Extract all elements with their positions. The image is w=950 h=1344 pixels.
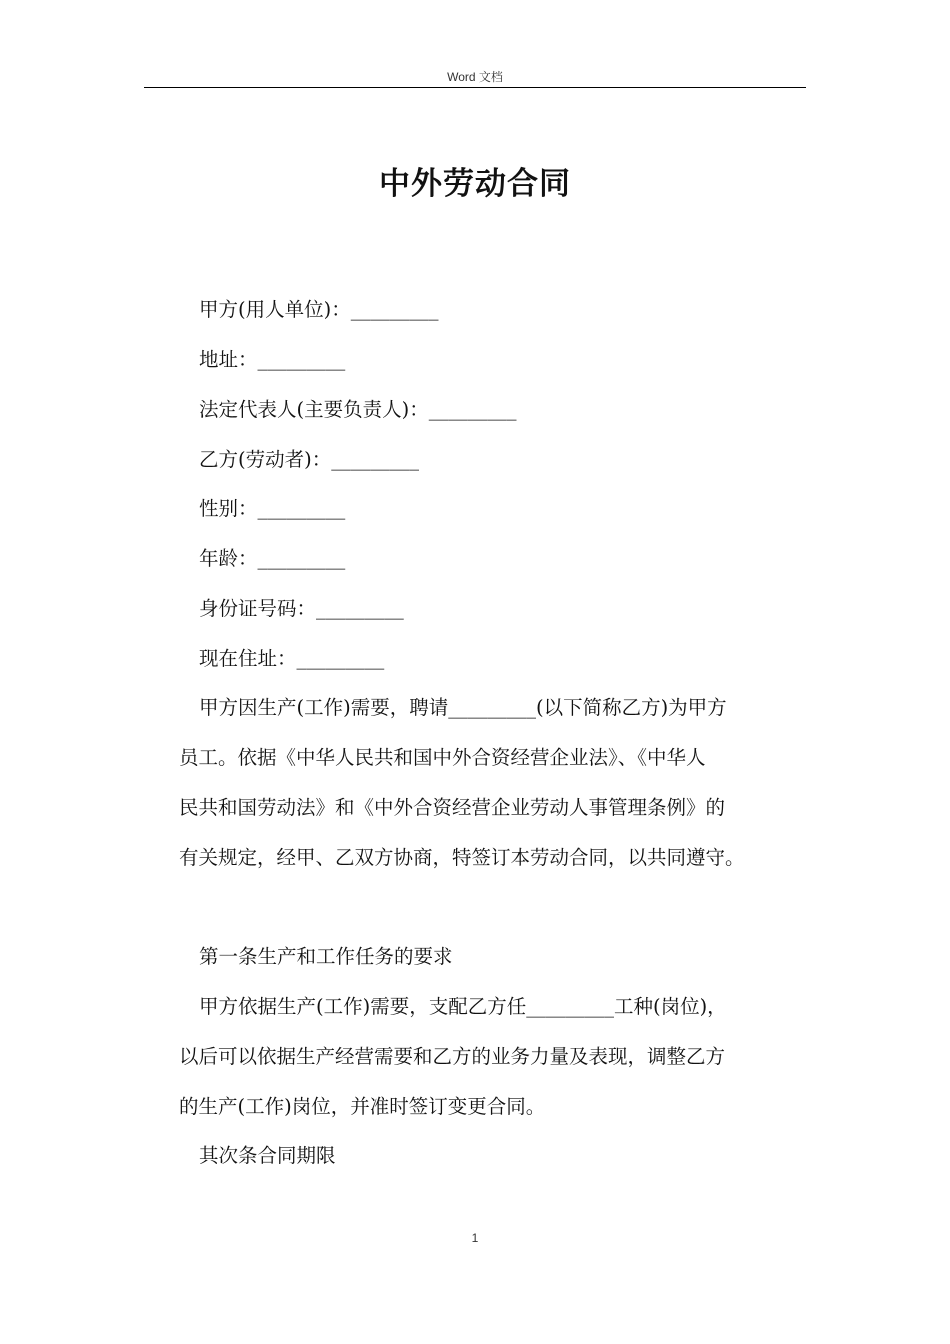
field-employer: 甲方(用人单位)：_________ xyxy=(199,298,439,321)
document-title: 中外劳动合同 xyxy=(379,166,571,202)
header-divider xyxy=(144,87,806,88)
field-gender: 性别：_________ xyxy=(199,497,346,520)
article-1-heading: 第一条生产和工作任务的要求 xyxy=(199,945,453,968)
preamble-line: 有关规定，经甲、乙双方协商，特签订本劳动合同，以共同遵守。 xyxy=(179,846,745,869)
page-number: 1 xyxy=(471,1231,479,1245)
page-header-label: Word 文档 xyxy=(447,70,503,84)
field-address: 地址：_________ xyxy=(199,348,346,371)
article-1-line: 以后可以依据生产经营需要和乙方的业务力量及表现，调整乙方 xyxy=(179,1045,726,1068)
field-legal-representative: 法定代表人(主要负责人)：_________ xyxy=(199,398,517,421)
article-1-line: 甲方依据生产(工作)需要，支配乙方任_________工种(岗位)， xyxy=(199,995,727,1018)
field-current-address: 现在住址：_________ xyxy=(199,647,385,670)
field-age: 年龄：_________ xyxy=(199,547,346,570)
preamble-line: 民共和国劳动法》和《中外合资经营企业劳动人事管理条例》的 xyxy=(179,796,726,819)
field-employee: 乙方(劳动者)：_________ xyxy=(199,448,419,471)
article-2-heading: 其次条合同期限 xyxy=(199,1144,336,1167)
preamble-line: 员工。依据《中华人民共和国中外合资经营企业法》、《中华人 xyxy=(179,746,706,769)
field-id-number: 身份证号码：_________ xyxy=(199,597,404,620)
preamble-line: 甲方因生产(工作)需要，聘请_________(以下简称乙方)为甲方 xyxy=(199,696,727,719)
article-1-line: 的生产(工作)岗位，并准时签订变更合同。 xyxy=(179,1095,546,1118)
